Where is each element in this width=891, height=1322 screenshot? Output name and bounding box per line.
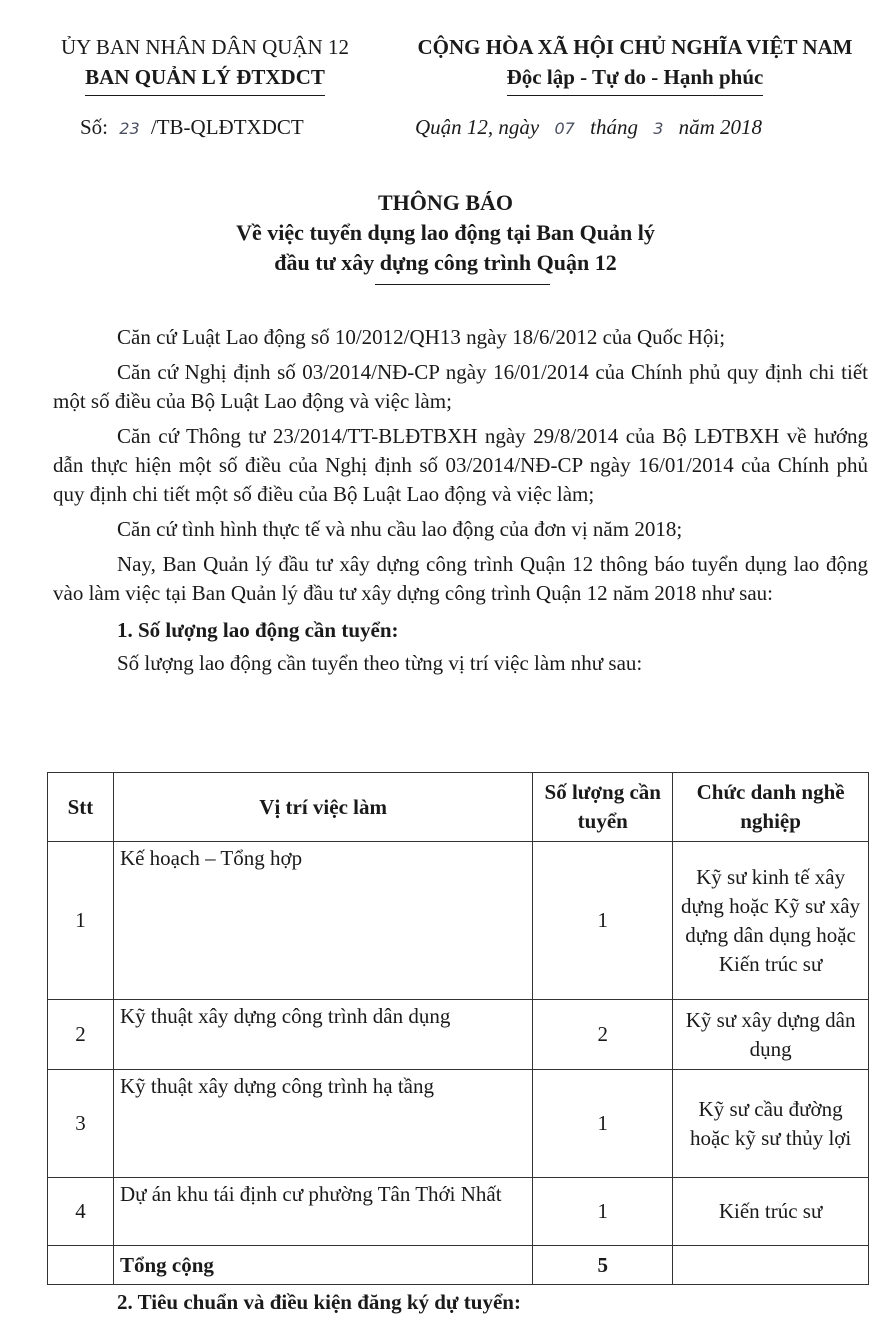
paragraph-legal-basis-1: Căn cứ Luật Lao động số 10/2012/QH13 ngày 18/6/2012 của Quốc Hội; (117, 325, 726, 349)
total-stt-empty (48, 1246, 114, 1285)
paragraph-legal-basis-2: Căn cứ Nghị định số 03/2014/NĐ-CP ngày 16/01/2014 của Chính phủ quy định chi tiết một số điều của Bộ Luật Lao động và việc làm; (53, 360, 868, 413)
number-suffix: /TB-QLĐTXDCT (150, 115, 304, 139)
document-number (80, 115, 304, 140)
row-job-title: Kỹ sư xây dựng dân dụng (673, 1000, 869, 1070)
table-row (48, 842, 869, 1000)
row-quantity: 1 (533, 1070, 673, 1178)
table-row (48, 1070, 869, 1178)
row-quantity: 2 (533, 1000, 673, 1070)
number-handwritten: 23 (119, 119, 140, 138)
section-1-heading: 1. Số lượng lao động cần tuyển: (117, 618, 399, 642)
nation-name: CỘNG HÒA XÃ HỘI CHỦ NGHĨA VIỆT NAM (417, 35, 853, 59)
row-stt: 4 (48, 1178, 114, 1246)
section-1-intro: Số lượng lao động cần tuyển theo từng vị trí việc làm như sau: (117, 651, 643, 675)
date-month-label: tháng (590, 115, 638, 139)
row-job-title: Kiến trúc sư (673, 1178, 869, 1246)
header-job-title: Chức danh nghề nghiệp (673, 773, 869, 842)
total-label: Tổng cộng (113, 1246, 532, 1285)
title-sub-2: đầu tư xây dựng công trình Quận 12 (274, 250, 617, 275)
table-row (48, 1178, 869, 1246)
date-month: 3 (653, 119, 664, 138)
title-sub-1: Về việc tuyển dụng lao động tại Ban Quản lý (236, 220, 655, 245)
header-stt: Stt (48, 773, 114, 842)
row-position: Dự án khu tái định cư phường Tân Thới Nhất (113, 1178, 532, 1246)
section-2-heading: 2. Tiêu chuẩn và điều kiện đăng ký dự tuyển: (117, 1290, 521, 1314)
table-total-row (48, 1246, 869, 1285)
motto: Độc lập - Tự do - Hạnh phúc (507, 62, 764, 96)
table-row (48, 1000, 869, 1070)
date-day: 07 (554, 119, 575, 138)
row-position: Kế hoạch – Tổng hợp (113, 842, 532, 1000)
paragraph-announcement: Nay, Ban Quản lý đầu tư xây dựng công trình Quận 12 thông báo tuyển dụng lao động vào làm việc tại Ban Quản lý đầu tư xây dựng công trình Quận 12 năm 2018 như sau: (53, 552, 868, 605)
row-position: Kỹ thuật xây dựng công trình hạ tầng (113, 1070, 532, 1178)
total-job-title-empty (673, 1246, 869, 1285)
number-prefix: Số: (80, 115, 109, 139)
document-date (415, 115, 762, 140)
header-position: Vị trí việc làm (113, 773, 532, 842)
row-position: Kỹ thuật xây dựng công trình dân dụng (113, 1000, 532, 1070)
row-quantity: 1 (533, 1178, 673, 1246)
national-heading (385, 32, 885, 96)
document-body (53, 323, 868, 684)
date-year: năm 2018 (678, 115, 763, 139)
total-value: 5 (533, 1246, 673, 1285)
title-divider (375, 284, 550, 285)
issuing-agency (30, 32, 380, 96)
recruitment-table (47, 772, 869, 1285)
agency-parent: ỦY BAN NHÂN DÂN QUẬN 12 (61, 35, 349, 59)
row-job-title: Kỹ sư kinh tế xây dựng hoặc Kỹ sư xây dựng dân dụng hoặc Kiến trúc sư (673, 842, 869, 1000)
title-main: THÔNG BÁO (377, 190, 514, 215)
agency-name: BAN QUẢN LÝ ĐTXDCT (85, 62, 325, 96)
row-stt: 3 (48, 1070, 114, 1178)
document-title (0, 188, 891, 278)
paragraph-legal-basis-3: Căn cứ Thông tư 23/2014/TT-BLĐTBXH ngày 29/8/2014 của Bộ LĐTBXH về hướng dẫn thực hiện một số điều của Nghị định số 03/2014/NĐ-CP ngày 16/01/2014 của Chính phủ quy định chi tiết một số điều của Bộ Luật Lao động và việc làm; (53, 424, 868, 506)
row-quantity: 1 (533, 842, 673, 1000)
row-stt: 2 (48, 1000, 114, 1070)
header-quantity: Số lượng cần tuyển (533, 773, 673, 842)
date-place: Quận 12, ngày (415, 115, 540, 139)
row-job-title: Kỹ sư cầu đường hoặc kỹ sư thủy lợi (673, 1070, 869, 1178)
row-stt: 1 (48, 842, 114, 1000)
paragraph-legal-basis-4: Căn cứ tình hình thực tế và nhu cầu lao động của đơn vị năm 2018; (117, 517, 683, 541)
table-header-row (48, 773, 869, 842)
